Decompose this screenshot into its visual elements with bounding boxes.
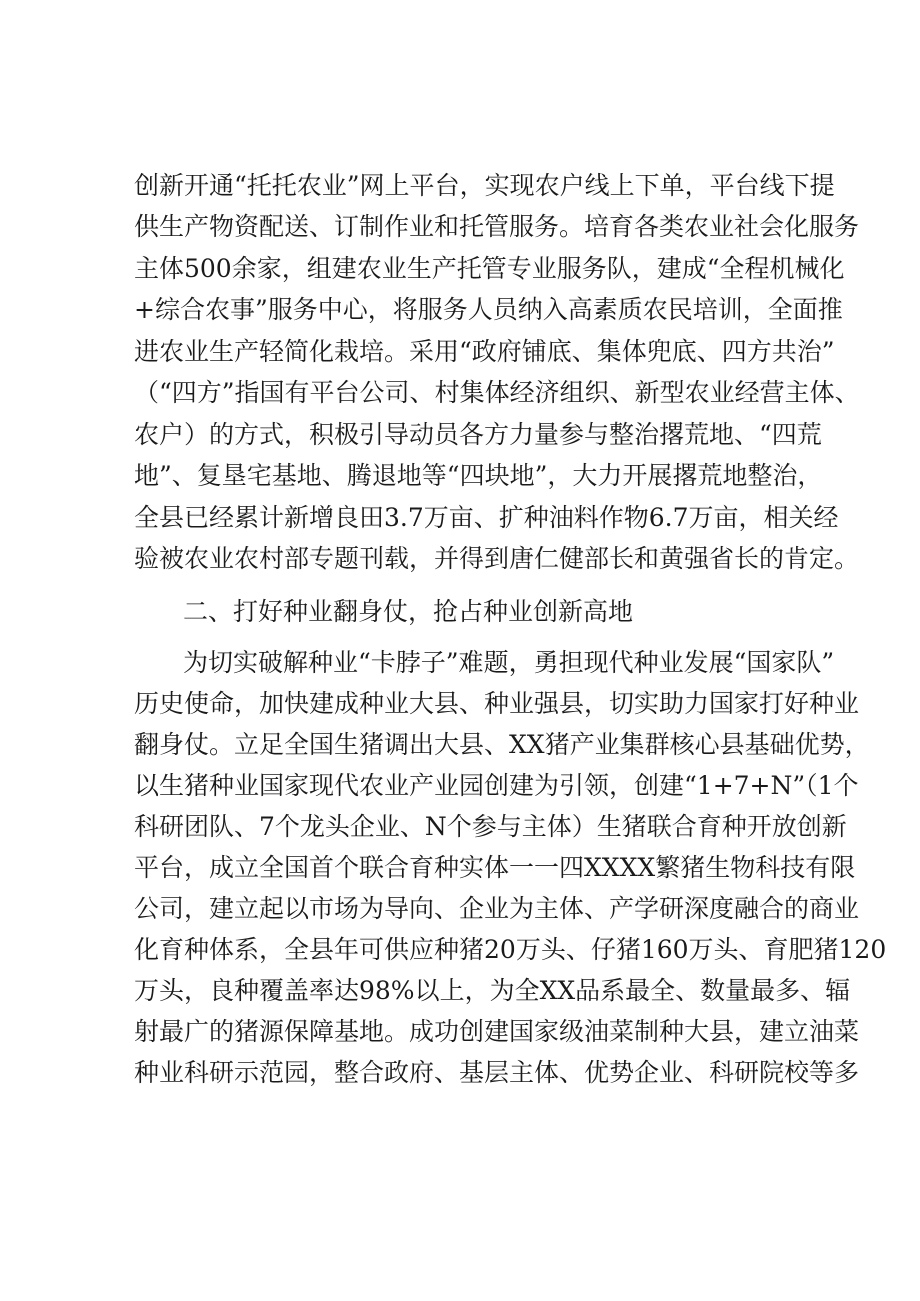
paragraph-2-line-6: 平台，成立全国首个联合育种实体一一四XXXX繁猪生物科技有限 [134,853,856,882]
paragraph-2-line-11: 种业科研示范园，整合政府、基层主体、优势企业、科研院校等多 [134,1058,860,1087]
paragraph-1-line-9: 全县已经累计新增良田3.7万亩、扩种油料作物6.7万亩，相关经 [134,503,839,532]
paragraph-1-line-10: 验被农业农村部专题刊载，并得到唐仁健部长和黄强省长的肯定。 [134,544,860,573]
paragraph-2-line-4: 以生猪种业国家现代农业产业园创建为引领，创建“1+7+N”（1个 [134,771,859,800]
paragraph-1-line-4: +综合农事”服务中心，将服务人员纳入高素质农民培训，全面推 [134,295,843,324]
paragraph-2-line-8: 化育种体系，全县年可供应种猪20万头、仔猪160万头、育肥猪120 [134,935,887,964]
paragraph-1-line-2: 供生产物资配送、订制作业和托管服务。培育各类农业社会化服务 [134,212,860,241]
paragraph-2-line-2: 历史使命，加快建成种业大县、种业强县，切实助力国家打好种业 [134,689,860,718]
paragraph-1-line-8: 地”、复垦宅基地、腾退地等“四块地”，大力开展撂荒地整治， [134,461,823,490]
paragraph-2-line-1: 为切实破解种业“卡脖子”难题，勇担现代种业发展“国家队” [183,648,835,677]
paragraph-1-line-7: 农户）的方式，积极引导动员各方力量参与整治撂荒地、“四荒 [134,420,822,449]
paragraph-2-line-7: 公司，建立起以市场为导向、企业为主体、产学研深度融合的商业 [134,894,860,923]
paragraph-2-line-3: 翻身仗。立足全国生猪调出大县、XX猪产业集群核心县基础优势， [134,730,870,759]
paragraph-2-line-9: 万头，良种覆盖率达98%以上，为全XX品系最全、数量最多、辐 [134,976,851,1005]
paragraph-2-line-5: 科研团队、7个龙头企业、N个参与主体）生猪联合育种开放创新 [134,812,847,841]
paragraph-1-line-5: 进农业生产轻简化栽培。采用“政府铺底、集体兜底、四方共治” [134,337,835,366]
paragraph-2-line-10: 射最广的猪源保障基地。成功创建国家级油菜制种大县，建立油菜 [134,1017,860,1046]
paragraph-1-line-3: 主体500余家，组建农业生产托管专业服务队，建成“全程机械化 [134,254,845,283]
paragraph-1-line-1: 创新开通“托托农业”网上平台，实现农户线上下单，平台线下提 [134,171,835,200]
section-heading: 二、打好种业翻身仗，抢占种业创新高地 [183,597,634,626]
paragraph-1-line-6: （“四方”指国有平台公司、村集体经济组织、新型农业经营主体、 [134,378,860,407]
